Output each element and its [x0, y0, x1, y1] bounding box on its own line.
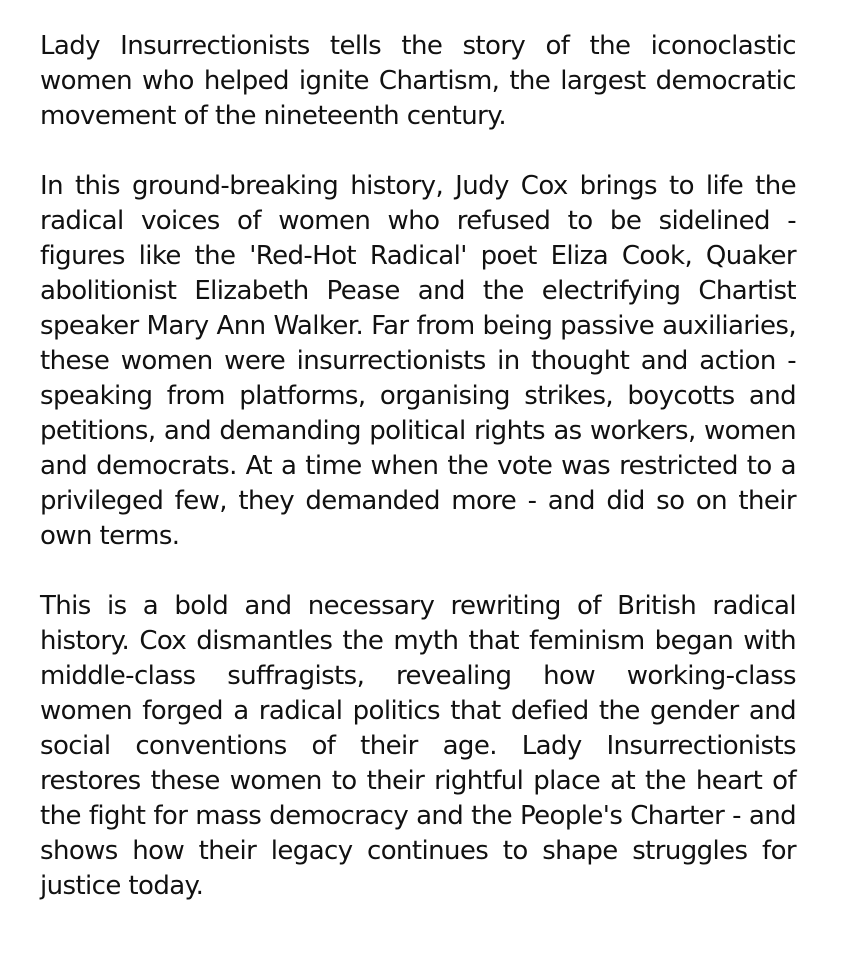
description-paragraph-figures: In this ground-breaking history, Judy Cox brings to life the radical voices of women who refused to be sidelined - figures like the 'Red-Hot Radical' poet Eliza Cook, Quaker abolitionist Elizabeth Pease and the electrifying Chartist speaker Mary Ann Walker. Far from being passive auxiliaries, these women were insurrectionists in thought and action - speaking from platforms, organising strikes, boycotts and petitions, and demanding political rights as workers, women and democrats. At a time when the vote was restricted to a privileged few, they demanded more - and did so on their own terms.	[40, 171, 796, 551]
description-paragraph-significance: This is a bold and necessary rewriting of British radical history. Cox dismantles the myth that feminism began with middle-class suffragists, revealing how working-class women forged a radical politics that defied the gender and social conventions of their age. Lady Insurrectionists restores these women to their rightful place at the heart of the fight for mass democracy and the People's Charter - and shows how their legacy continues to shape struggles for justice today.	[40, 591, 796, 901]
description-paragraph-intro: Lady Insurrectionists tells the story of the iconoclastic women who helped ignite Chartism, the largest democratic movement of the nineteenth century.	[40, 31, 796, 131]
book-description	[40, 29, 796, 904]
